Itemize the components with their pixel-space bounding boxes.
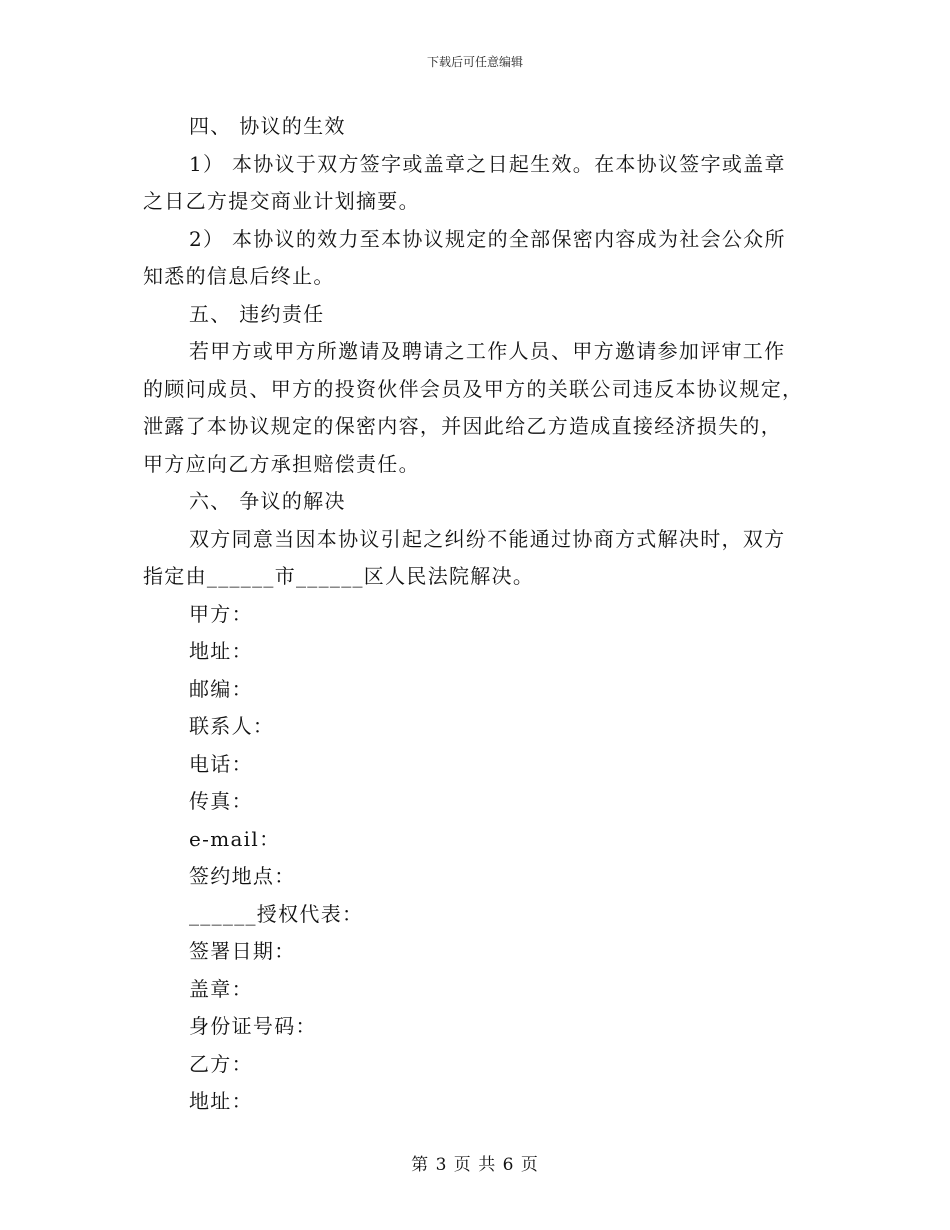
paragraph-line: 知悉的信息后终止。 [143,264,335,288]
section-heading-effectiveness: 四、 协议的生效 [189,114,346,138]
paragraph-line: 若甲方或甲方所邀请及聘请之工作人员、甲方邀请参加评审工作 [189,339,786,363]
paragraph-line: 泄露了本协议规定的保密内容，并因此给乙方造成直接经济损失的， [143,414,782,438]
field-label-party-a: 甲方： [189,601,253,626]
field-label-authorized-rep: ______授权代表： [189,901,364,926]
field-label-fax: 传真： [189,789,253,813]
paragraph-line: 甲方应向乙方承担赔偿责任。 [143,451,420,476]
field-label-address: 地址： [189,639,253,663]
field-label-phone: 电话： [189,751,253,776]
field-label-seal: 盖章： [189,976,253,1001]
field-label-address-b: 地址： [189,1089,253,1113]
field-label-contact: 联系人： [189,714,275,738]
paragraph-line: 双方同意当因本协议引起之纠纷不能通过协商方式解决时，双方 [189,526,786,551]
paragraph-line: 2） 本协议的效力至本协议规定的全部保密内容成为社会公众所 [189,226,786,251]
paragraph-line: 指定由______市______区人民法院解决。 [143,564,535,588]
paragraph-line: 1） 本协议于双方签字或盖章之日起生效。在本协议签字或盖章 [189,151,786,176]
field-label-party-b: 乙方： [189,1051,253,1076]
field-label-signing-place: 签约地点： [189,864,296,888]
field-label-signing-date: 签署日期： [189,939,296,963]
field-label-id-number: 身份证号码： [189,1014,317,1038]
section-heading-dispute: 六、 争议的解决 [189,489,346,513]
section-heading-liability: 五、 违约责任 [189,301,325,326]
page-header-note: 下载后可任意编辑 [426,55,523,69]
page-number: 第 3 页 共 6 页 [411,1155,539,1175]
field-label-postcode: 邮编： [189,676,253,701]
field-label-email: e-mail： [189,826,281,851]
paragraph-line: 之日乙方提交商业计划摘要。 [143,189,420,213]
paragraph-line: 的顾问成员、甲方的投资伙伴会员及甲方的关联公司违反本协议规定， [143,376,804,401]
document-body [143,108,808,1121]
